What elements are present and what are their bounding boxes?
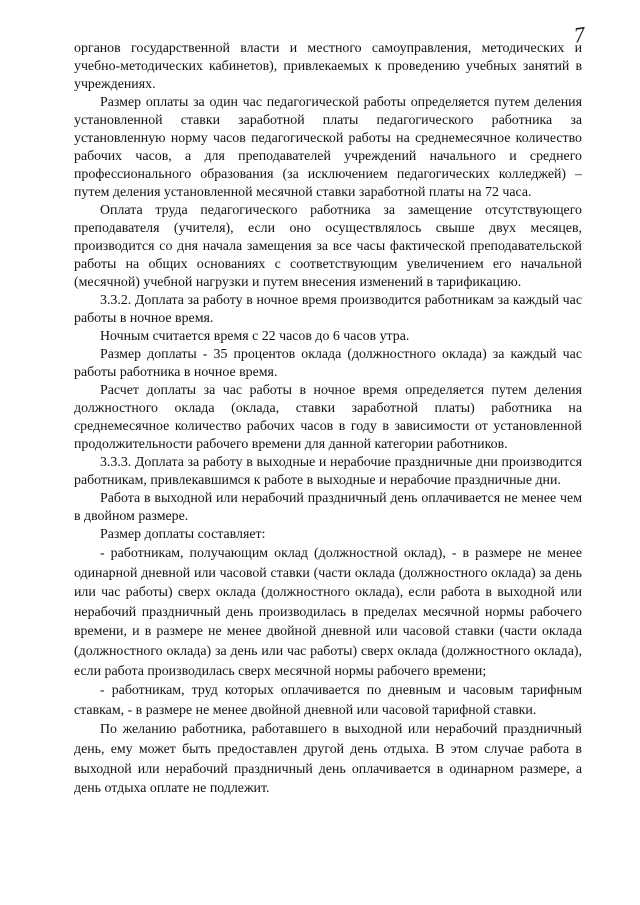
paragraph-night-surcharge-size: Размер доплаты - 35 процентов оклада (должностного оклада) за каждый час работы работника в ночное время. xyxy=(74,347,582,380)
paragraph-holiday-work-3-3-3: 3.3.3. Доплата за работу в выходные и нерабочие праздничные дни производится работникам, привлекавшимся к работе в выходные и нерабочие праздничные дни. xyxy=(74,455,582,488)
paragraph-holiday-double-pay: Работа в выходной или нерабочий праздничный день оплачивается не менее чем в двойном размере. xyxy=(74,491,582,524)
paragraph-surcharge-size-intro: Размер доплаты составляет: xyxy=(100,527,266,542)
paragraph-salaried-workers: - работникам, получающим оклад (должностной оклад), - в размере не менее одинарной дневной или часовой ставки (части оклада (должностного оклада) за день или час работы) сверх оклада (должностного оклада), если работа в выходной или нерабочий праздничный день производилась в пределах месячной нормы рабочего времени, и в размере не менее двойной дневной или часовой ставки (части оклада (должностного оклада) за день или час работы) сверх оклада (должностного оклада), если работа производилась сверх месячной нормы рабочего времени; xyxy=(74,546,582,679)
paragraph-hourly-rate: Размер оплаты за один час педагогической работы определяется путем деления установленной ставки заработной платы педагогического работника за установленную норму часов педагогической работы на среднемесячное количество рабочих часов, а для преподавателей учреждений начального и среднего профессионального образования (за исключением педагогических колледжей) – путем деления установленной месячной ставки заработной платы на 72 часа. xyxy=(74,95,582,200)
paragraph-night-work-3-3-2: 3.3.2. Доплата за работу в ночное время производится работникам за каждый час работы в ночное время. xyxy=(74,293,582,326)
paragraph-night-time-definition: Ночным считается время с 22 часов до 6 часов утра. xyxy=(100,329,410,344)
paragraph-night-surcharge-calculation: Расчет доплаты за час работы в ночное время определяется путем деления должностного оклада (оклада, ставки заработной платы) работника на среднемесячное количество рабочих часов в году в зависимости от установленной продолжительности рабочего времени для данной категории работников. xyxy=(74,383,582,452)
document-body xyxy=(74,40,582,799)
paragraph-day-off-option: По желанию работника, работавшего в выходной или нерабочий праздничный день, ему может быть предоставлен другой день отдыха. В этом случае работа в выходной или нерабочий праздничный день оплачивается в одинарном размере, а день отдыха оплате не подлежит. xyxy=(74,722,582,797)
paragraph-continuation: органов государственной власти и местного самоуправления, методических и учебно-методических кабинетов), привлекаемых к проведению учебных занятий в учреждениях. xyxy=(74,41,582,92)
page-number: 7 xyxy=(572,21,587,48)
paragraph-substitution-pay: Оплата труда педагогического работника за замещение отсутствующего преподавателя (учителя), если оно осуществлялось свыше двух месяцев, производится со дня начала замещения за все часы фактической преподавательской работы на общих основаниях с соответствующим увеличением его начальной (месячной) учебной нагрузки и путем внесения изменений в тарификацию. xyxy=(74,203,582,290)
paragraph-tariff-workers: - работникам, труд которых оплачивается по дневным и часовым тарифным ставкам, - в размере не менее двойной дневной или часовой тарифной ставки. xyxy=(74,683,582,718)
